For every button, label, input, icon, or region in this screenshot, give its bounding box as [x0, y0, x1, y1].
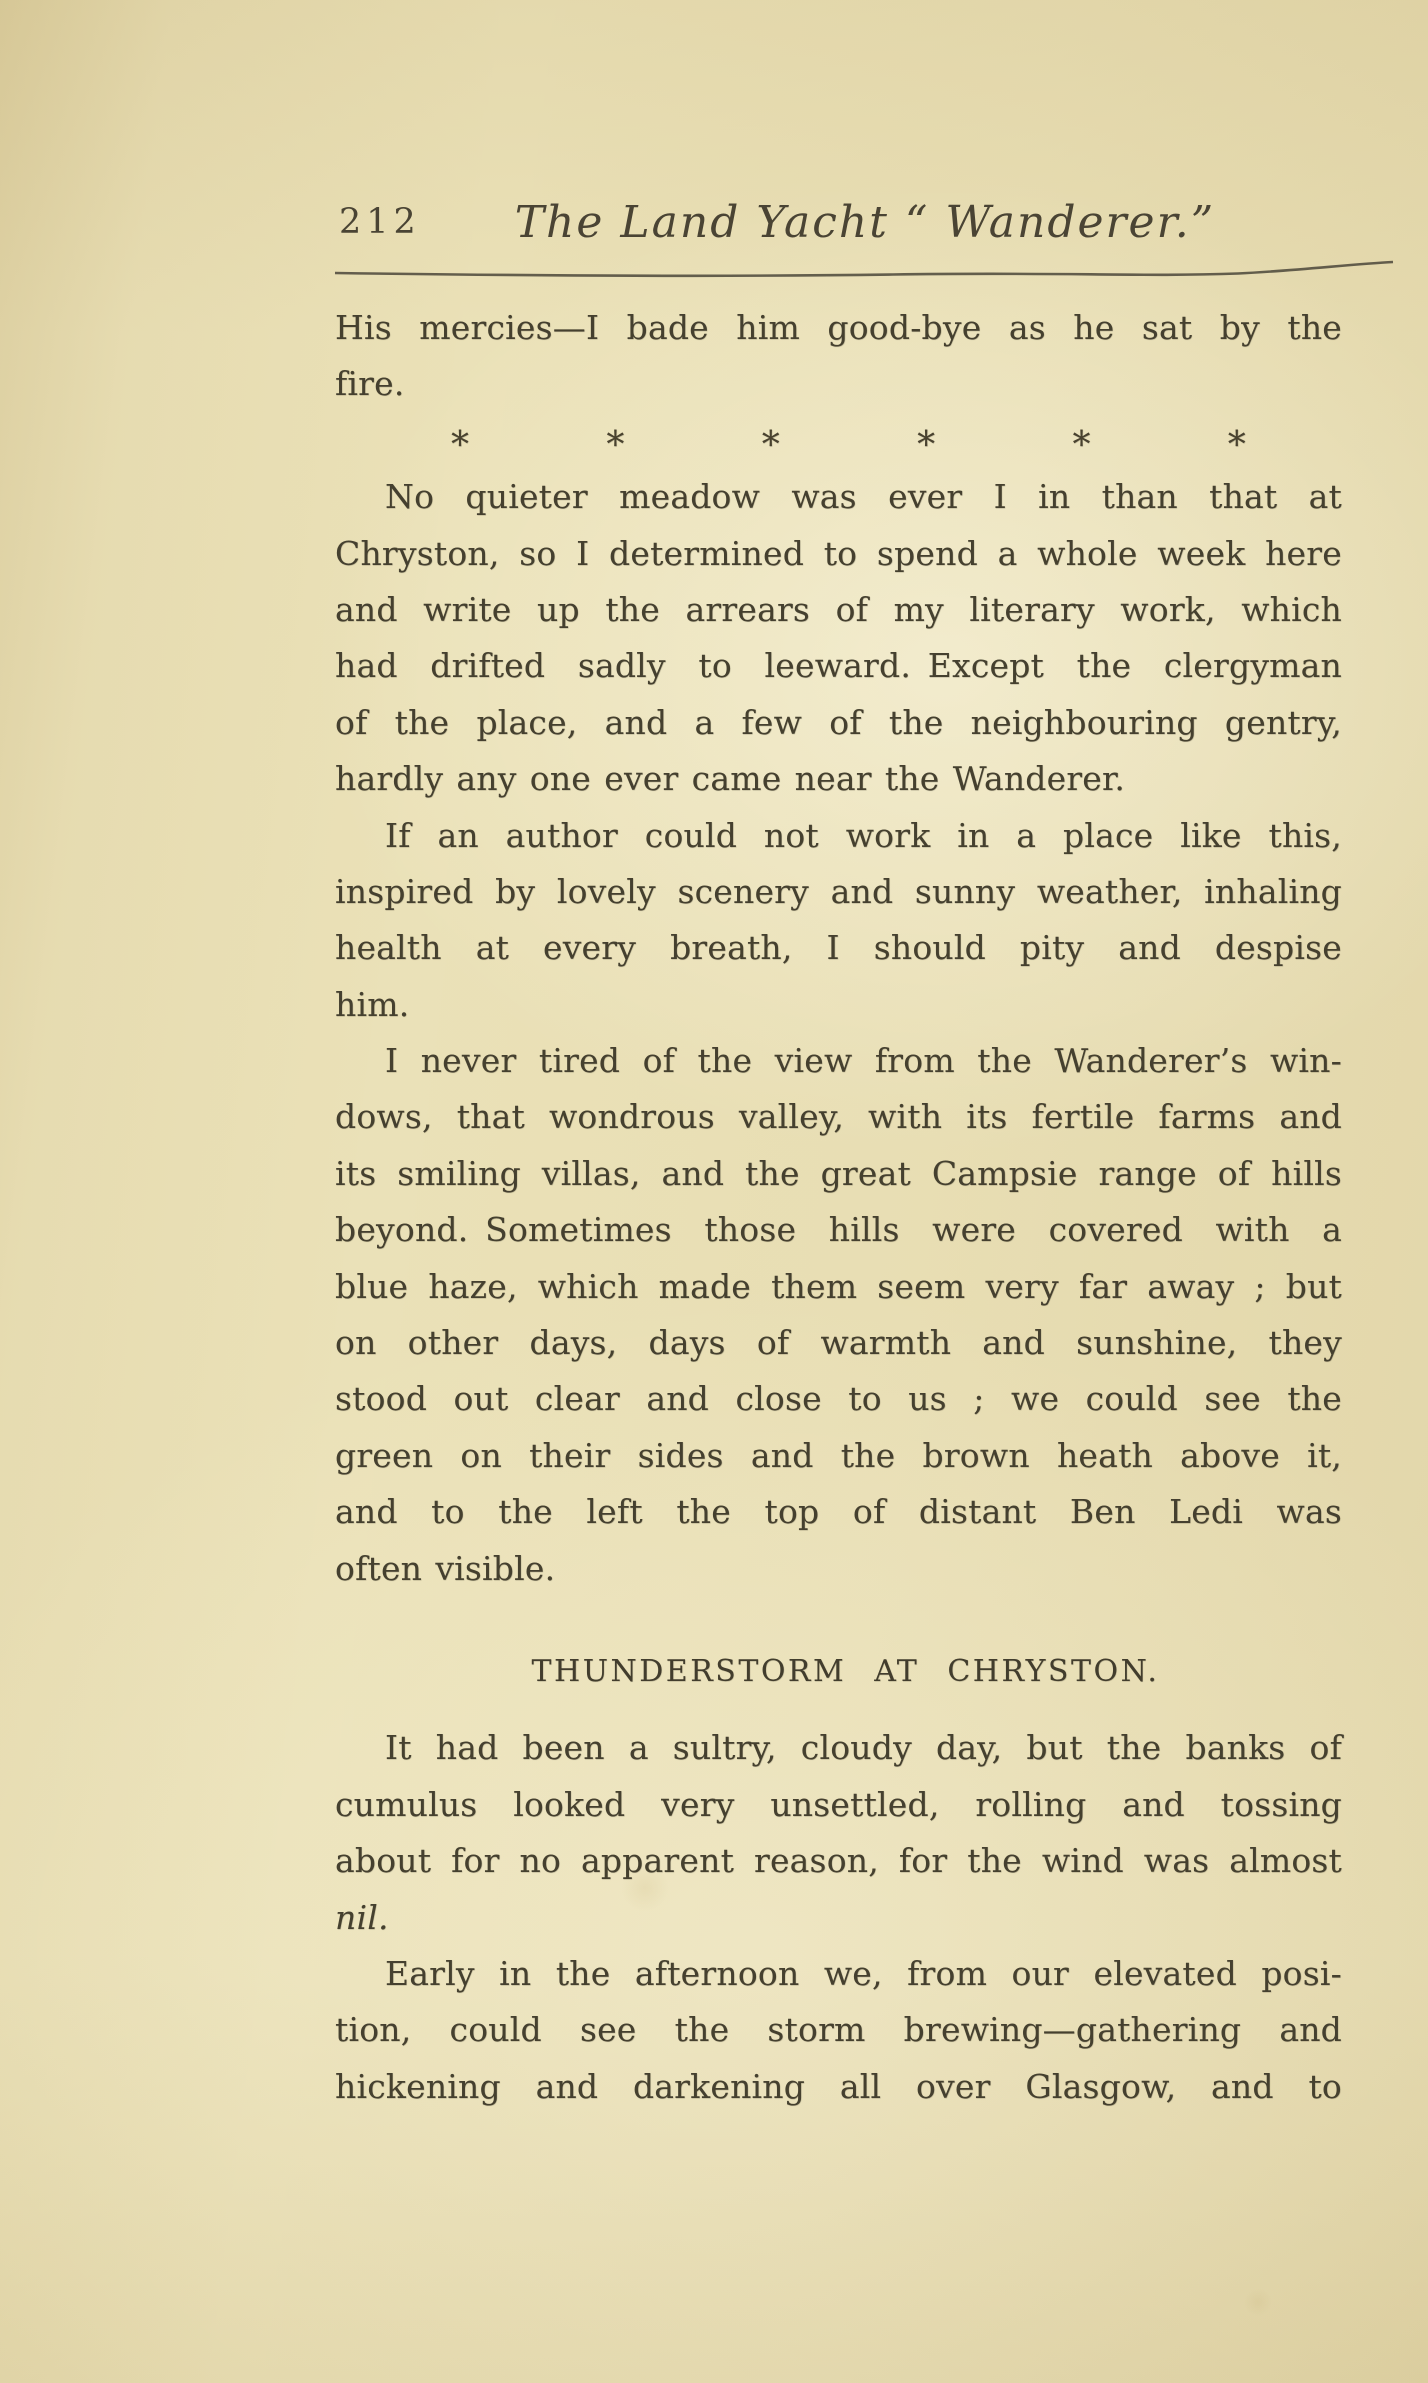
text-line: of the place, and a few of the neighbouring gentry, — [335, 702, 1342, 742]
asterisk: * — [761, 425, 780, 467]
text-line: health at every breath, I should pity and despise — [335, 928, 1342, 968]
page-header — [335, 186, 1395, 250]
text-line: inspired by lovely scenery and sunny weather, inhaling — [335, 871, 1342, 911]
asterisk: * — [1227, 425, 1246, 467]
text-line: about for no apparent reason, for the wind was almost — [335, 1841, 1342, 1881]
text-line: and to the left the top of distant Ben Ledi was — [335, 1492, 1342, 1532]
text-line: had drifted sadly to leeward. Except the clergyman — [335, 646, 1342, 686]
text-line: hickening and darkening all over Glasgow, and to — [335, 2066, 1342, 2106]
text-line: hardly any one ever came near the Wanderer. — [335, 759, 1126, 799]
text-line: I never tired of the view from the Wanderer’s win- — [385, 1041, 1342, 1081]
text-line: blue haze, which made them seem very far away ; but — [335, 1266, 1342, 1306]
asterisk-separator — [335, 413, 1342, 469]
text-line: cumulus looked very unsettled, rolling and tossing — [335, 1784, 1342, 1824]
text-line: His mercies—I bade him good-bye as he sat by the — [335, 308, 1342, 347]
header-rule — [333, 256, 1396, 284]
asterisk: * — [451, 425, 470, 467]
asterisk: * — [917, 425, 936, 467]
text-line: No quieter meadow was ever I in than that at — [385, 477, 1342, 517]
text-line: its smiling villas, and the great Campsie range of hills — [335, 1153, 1342, 1193]
text-line: beyond. Sometimes those hills were covered with a — [335, 1210, 1342, 1250]
text-line: If an author could not work in a place like this, — [385, 815, 1342, 855]
text-block — [335, 300, 1342, 2115]
text-line: It had been a sultry, cloudy day, but the banks of — [385, 1728, 1342, 1768]
text-line: nil. — [335, 1897, 389, 1937]
text-line: tion, could see the storm brewing—gathering and — [335, 2010, 1342, 2050]
text-line: Early in the afternoon we, from our elevated posi- — [385, 1953, 1342, 1993]
section-heading: THUNDERSTORM AT CHRYSTON. — [531, 1653, 1160, 1689]
text-line: green on their sides and the brown heath above it, — [335, 1435, 1342, 1475]
text-line: fire. — [335, 364, 405, 404]
text-line: often visible. — [335, 1548, 556, 1588]
page-number: 212 — [339, 202, 421, 242]
text-line: Chryston, so I determined to spend a whole week here — [335, 533, 1342, 573]
asterisk: * — [1072, 425, 1091, 467]
text-line: on other days, days of warmth and sunshine, they — [335, 1323, 1342, 1363]
text-line: him. — [335, 984, 410, 1024]
asterisk: * — [606, 425, 625, 467]
running-title: The Land Yacht “ Wanderer.” — [514, 197, 1216, 248]
text-line: stood out clear and close to us ; we could see the — [335, 1379, 1342, 1419]
text-line: dows, that wondrous valley, with its fertile farms and — [335, 1097, 1342, 1137]
text-line: and write up the arrears of my literary work, which — [335, 589, 1342, 629]
